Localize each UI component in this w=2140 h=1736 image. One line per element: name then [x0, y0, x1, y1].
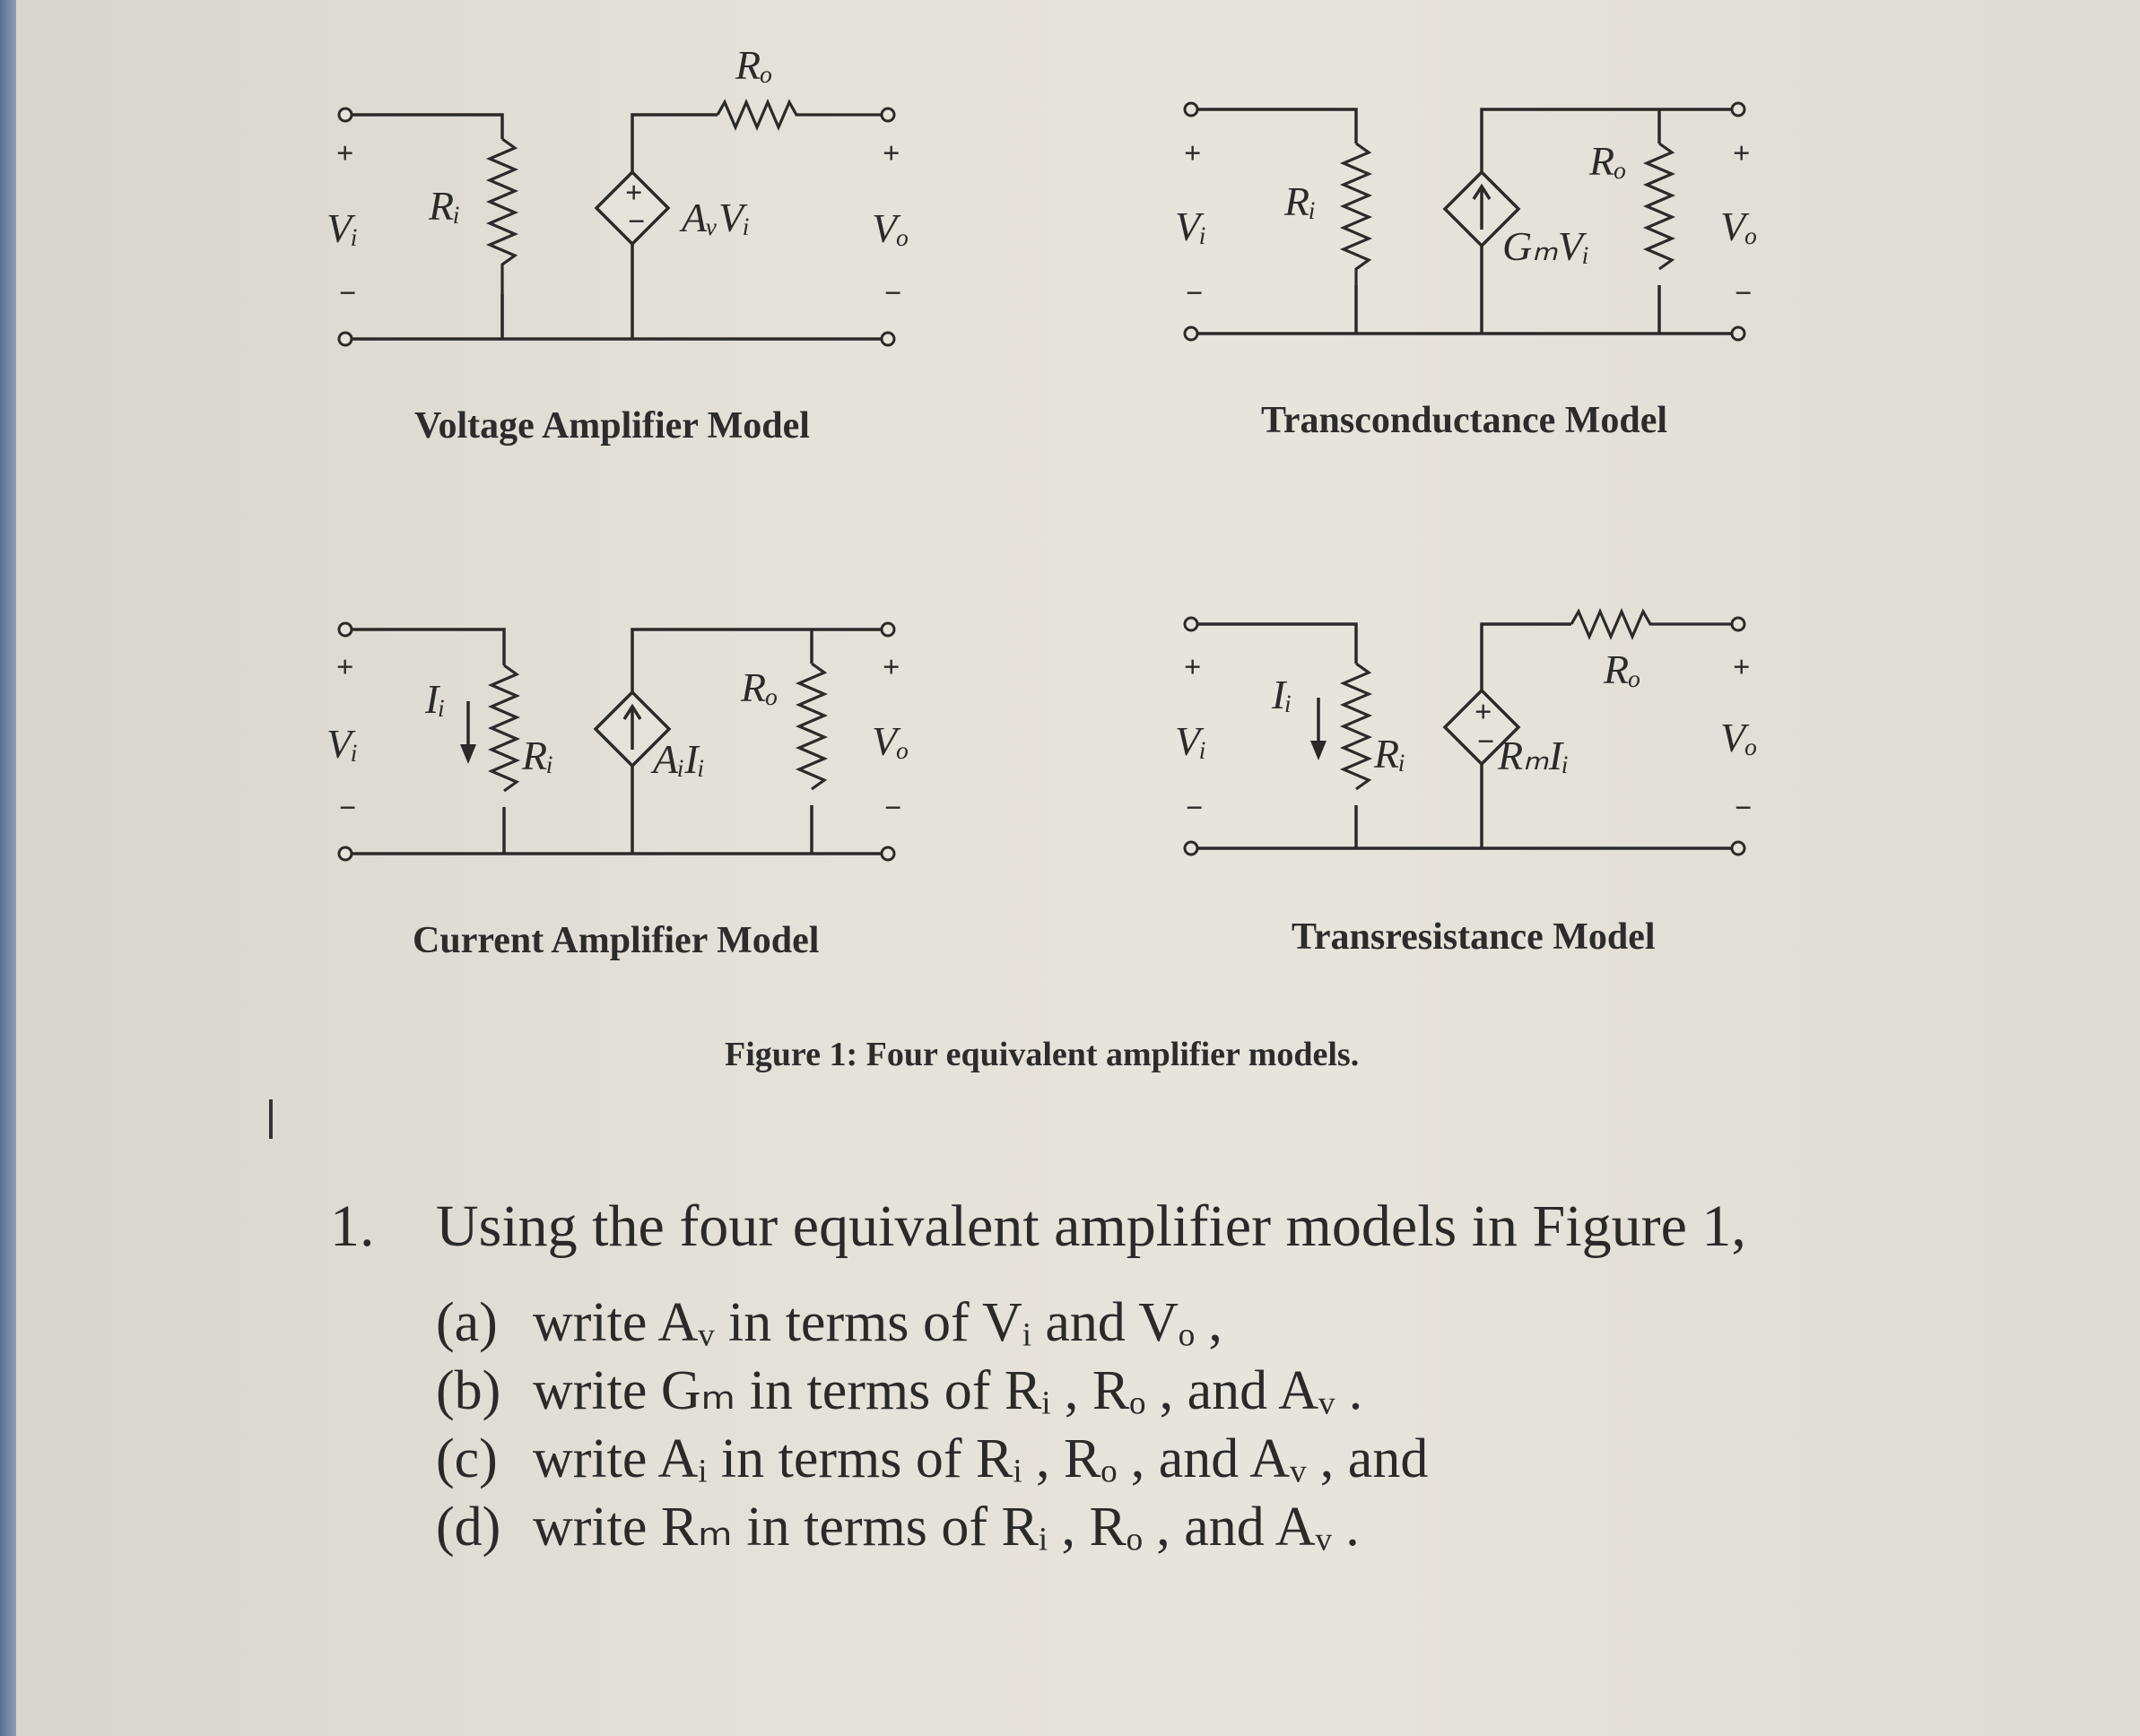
output-terminal-bottom	[882, 847, 894, 860]
output-terminal-bottom	[1732, 842, 1744, 855]
input-terminal-top	[1185, 103, 1197, 116]
vin-plus: +	[1184, 651, 1202, 684]
current-amplifier-circuit	[326, 623, 909, 961]
input-resistor	[1344, 143, 1369, 285]
source-plus-sign: +	[1475, 696, 1492, 729]
vout-label: Vₒ	[1720, 204, 1758, 249]
current-model-title: Current Amplifier Model	[413, 920, 820, 961]
item-letter: (d)	[436, 1497, 501, 1558]
transresistance-circuit	[1175, 612, 1757, 958]
transconductance-circuit	[1175, 103, 1757, 441]
vin-label: Vᵢ	[326, 205, 359, 251]
vout-minus: −	[884, 277, 902, 310]
input-resistor	[490, 139, 515, 339]
input-terminal-bottom	[339, 333, 352, 345]
question-number: 1.	[330, 1194, 375, 1259]
ro-label: Rₒ	[1604, 647, 1641, 692]
vout-plus: +	[1733, 651, 1751, 684]
vin-minus: −	[339, 277, 357, 310]
source-label: AᵥVᵢ	[682, 195, 751, 240]
transconductance-model-title: Transconductance Model	[1261, 400, 1668, 441]
question-1	[330, 1194, 1855, 1561]
vout-minus: −	[1735, 792, 1753, 825]
iin-label: Iᵢ	[425, 676, 446, 722]
vout-plus: +	[883, 651, 900, 684]
vin-label: Vᵢ	[326, 721, 359, 767]
vout-plus: +	[883, 137, 900, 170]
input-terminal-bottom	[1185, 842, 1197, 855]
input-resistor	[1344, 664, 1369, 789]
output-terminal-bottom	[882, 333, 894, 345]
output-terminal-top	[882, 108, 894, 121]
item-letter: (c)	[436, 1428, 498, 1489]
vout-label: Vₒ	[1720, 715, 1758, 760]
vin-plus: +	[336, 137, 354, 170]
figure-caption: Figure 1: Four equivalent amplifier models.	[725, 1036, 1360, 1073]
question-items	[330, 1289, 1855, 1561]
source-minus-sign: −	[1477, 725, 1495, 759]
item-letter: (a)	[436, 1292, 498, 1353]
output-terminal-bottom	[1732, 327, 1744, 340]
vout-minus: −	[1735, 277, 1753, 310]
item-text: write Aᵥ in terms of Vᵢ and Vₒ ,	[533, 1292, 1222, 1353]
output-terminal-top	[882, 623, 894, 636]
input-terminal-bottom	[339, 847, 352, 860]
question-header	[330, 1194, 1855, 1259]
input-terminal-top	[339, 108, 352, 121]
source-label: AᵢIᵢ	[653, 736, 705, 782]
ri-label: Rᵢ	[429, 183, 461, 229]
question-item-d	[436, 1493, 1855, 1561]
source-minus-sign: −	[628, 205, 646, 239]
ro-label: Rₒ	[735, 42, 773, 88]
question-item-b	[436, 1357, 1855, 1425]
input-resistor	[492, 665, 517, 791]
input-terminal-top	[339, 623, 352, 636]
text-cursor	[269, 1099, 273, 1139]
output-resistor	[1647, 143, 1672, 269]
vin-label: Vᵢ	[1175, 718, 1207, 764]
vout-plus: +	[1733, 137, 1751, 170]
input-terminal-top	[1185, 618, 1197, 630]
ri-label: Rᵢ	[1374, 731, 1406, 777]
source-label: GₘVᵢ	[1502, 223, 1590, 269]
vin-plus: +	[1184, 137, 1202, 170]
vout-label: Vₒ	[872, 718, 909, 764]
source-plus-sign: +	[625, 177, 643, 210]
transresistance-model-title: Transresistance Model	[1292, 916, 1656, 958]
voltage-model-title: Voltage Amplifier Model	[414, 405, 810, 447]
output-resistor	[718, 102, 888, 127]
vin-minus: −	[1186, 277, 1204, 310]
source-label: RₘIᵢ	[1498, 733, 1570, 778]
output-terminal-top	[1732, 618, 1744, 630]
item-text: write Rₘ in terms of Rᵢ , Rₒ , and Aᵥ .	[533, 1497, 1360, 1558]
iin-label: Iᵢ	[1272, 672, 1292, 717]
item-letter: (b)	[436, 1360, 501, 1421]
output-resistor	[1571, 612, 1733, 637]
vout-minus: −	[884, 792, 902, 825]
item-text: write Aᵢ in terms of Rᵢ , Rₒ , and Aᵥ , and	[533, 1428, 1429, 1489]
ri-label: Rᵢ	[1284, 178, 1317, 224]
vin-plus: +	[336, 651, 354, 684]
item-text: write Gₘ in terms of Rᵢ , Rₒ , and Aᵥ .	[533, 1360, 1363, 1421]
voltage-amplifier-circuit	[326, 42, 909, 447]
ro-label: Rₒ	[1589, 138, 1627, 184]
question-item-c	[436, 1425, 1855, 1493]
vout-label: Vₒ	[872, 205, 909, 251]
ro-label: Rₒ	[741, 664, 779, 710]
ri-label: Rᵢ	[522, 733, 554, 778]
question-intro: Using the four equivalent amplifier models in Figure 1,	[436, 1194, 1746, 1259]
input-terminal-bottom	[1185, 327, 1197, 340]
vin-label: Vᵢ	[1175, 204, 1207, 249]
question-item-a	[436, 1289, 1855, 1357]
output-terminal-top	[1732, 103, 1744, 116]
output-resistor	[799, 664, 824, 789]
vin-minus: −	[339, 792, 357, 825]
vin-minus: −	[1186, 792, 1204, 825]
